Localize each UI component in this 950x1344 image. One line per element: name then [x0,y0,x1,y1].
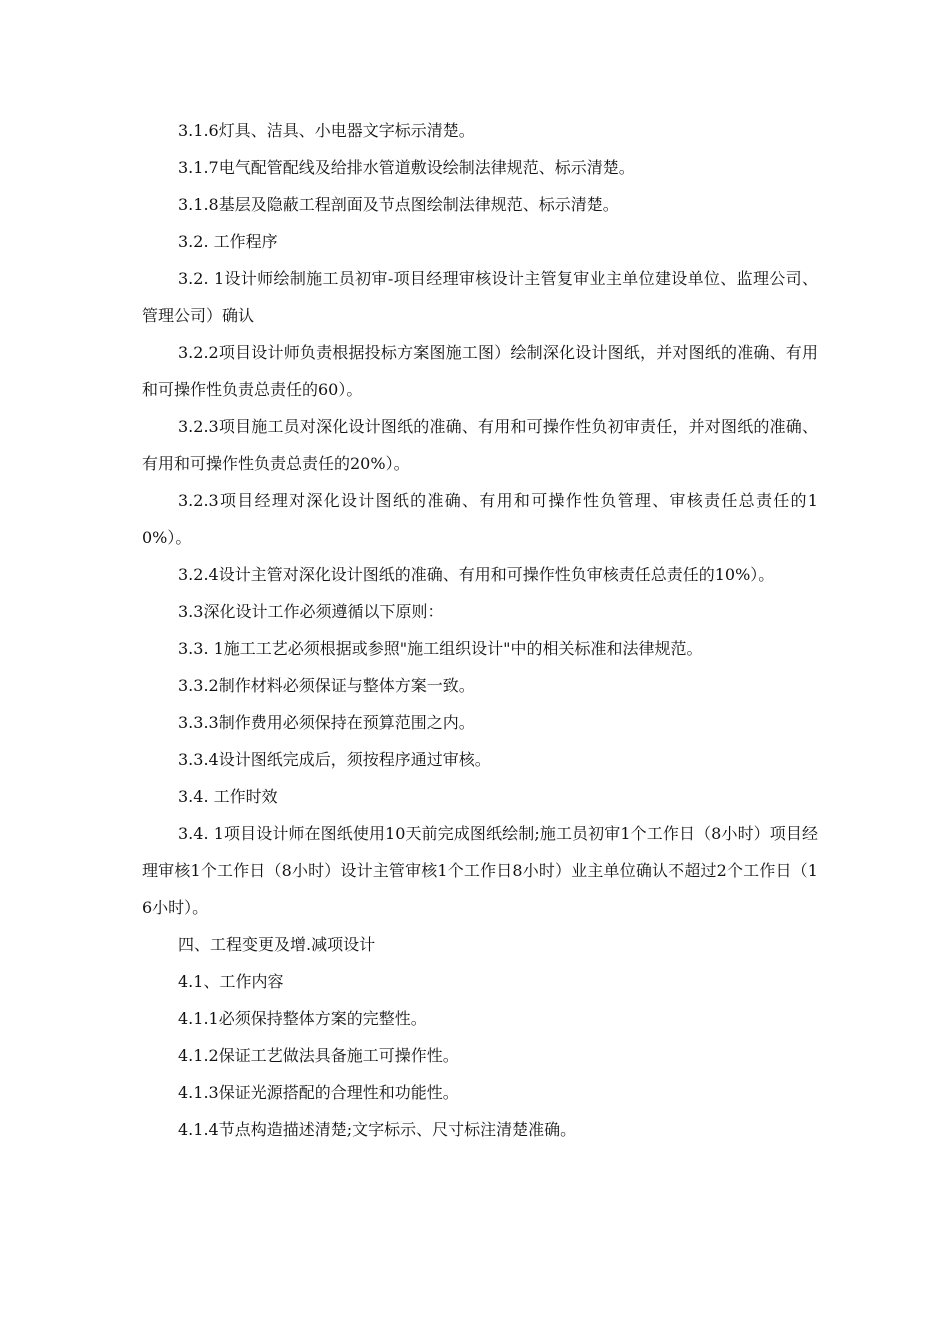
paragraph-3-4-1: 3.4. 1项目设计师在图纸使用10天前完成图纸绘制;施工员初审1个工作日（8小时）项目经理审核1个工作日（8小时）设计主管审核1个工作日8小时）业主单位确认不超过2个工作日（16小时）。 [142,824,818,917]
paragraph-4-1-2: 4.1.2保证工艺做法具备施工可操作性。 [178,1046,459,1065]
paragraph-3-3-3: 3.3.3制作费用必须保持在预算范围之内。 [178,713,475,732]
section-heading-3-3: 3.3深化设计工作必须遵循以下原则： [178,602,444,621]
section-heading-4-1: 4.1、工作内容 [178,972,284,991]
paragraph-3-1-8: 3.1.8基层及隐蔽工程剖面及节点图绘制法律规范、标示清楚。 [178,195,619,214]
chapter-heading-4: 四、工程变更及增.减项设计 [178,935,376,954]
paragraph-3-1-7: 3.1.7电气配管配线及给排水管道敷设绘制法律规范、标示清楚。 [178,158,635,177]
paragraph-3-1-6: 3.1.6灯具、洁具、小电器文字标示清楚。 [178,121,475,140]
paragraph-3-2-3-b: 3.2.3项目经理对深化设计图纸的准确、有用和可操作性负管理、审核责任总责任的10%）。 [142,491,818,547]
paragraph-3-3-2: 3.3.2制作材料必须保证与整体方案一致。 [178,676,475,695]
paragraph-3-2-1: 3.2. 1设计师绘制施工员初审-项目经理审核设计主管复审业主单位建设单位、监理公司、管理公司）确认 [142,269,818,325]
paragraph-3-3-1: 3.3. 1施工工艺必须根据或参照"施工组织设计"中的相关标准和法律规范。 [178,639,703,658]
paragraph-3-2-4: 3.2.4设计主管对深化设计图纸的准确、有用和可操作性负审核责任总责任的10%）。 [178,565,775,584]
paragraph-4-1-4: 4.1.4节点构造描述清楚;文字标示、尺寸标注清楚准确。 [178,1120,577,1139]
paragraph-4-1-1: 4.1.1必须保持整体方案的完整性。 [178,1009,427,1028]
section-heading-3-2: 3.2. 工作程序 [178,232,278,251]
paragraph-3-3-4: 3.3.4设计图纸完成后，须按程序通过审核。 [178,750,491,769]
paragraph-4-1-3: 4.1.3保证光源搭配的合理性和功能性。 [178,1083,459,1102]
document-body [142,112,818,1148]
paragraph-3-2-3-a: 3.2.3项目施工员对深化设计图纸的准确、有用和可操作性负初审责任，并对图纸的准确、有用和可操作性负责总责任的20%）。 [142,417,818,473]
section-heading-3-4: 3.4. 工作时效 [178,787,278,806]
paragraph-3-2-2: 3.2.2项目设计师负责根据投标方案图施工图）绘制深化设计图纸，并对图纸的准确、有用和可操作性负责总责任的60）。 [142,343,818,399]
